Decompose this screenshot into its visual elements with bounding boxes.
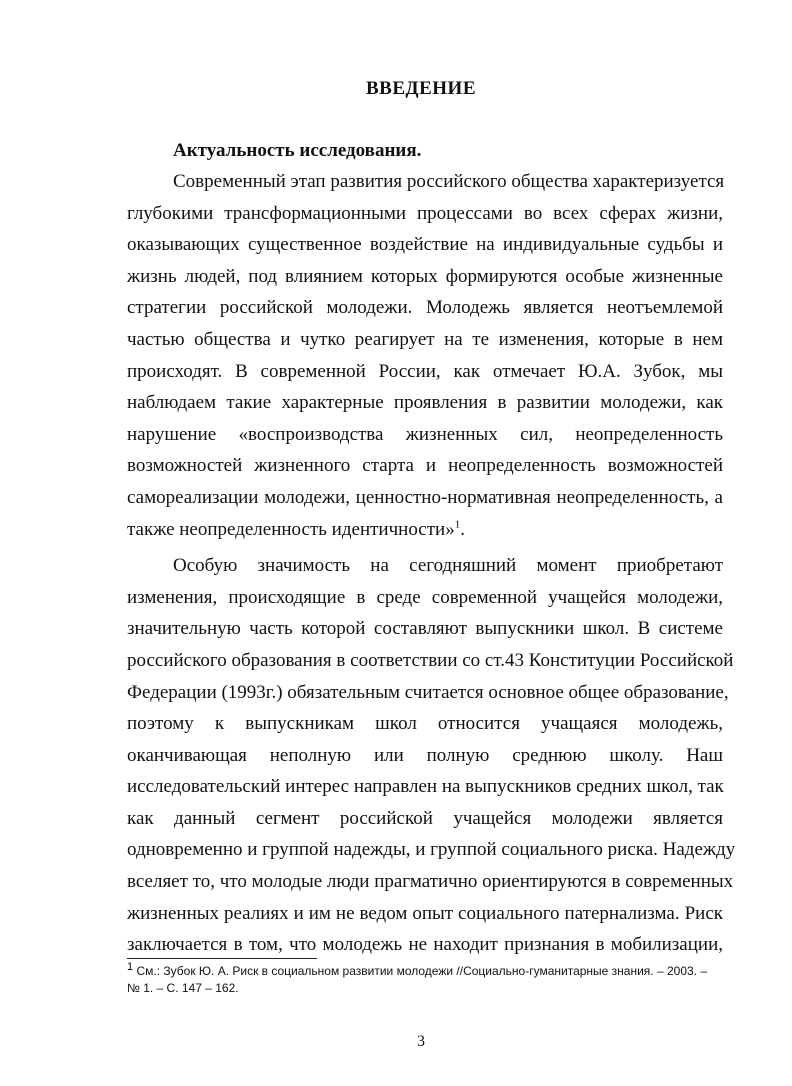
text-line: Современный этап развития российского общества характеризуется [173,171,725,192]
text-line: Федерации (1993г.) обязательным считается основное общее образование, [127,681,729,703]
text-line: оканчивающая неполную или полную среднюю школу. Наш [127,744,723,766]
text-line: наблюдаем такие характерные проявления в развитии молодежи, как [127,392,723,414]
text-fragment: . [460,518,465,540]
text-line: частью общества и чутко реагирует на те изменения, которые в нем [127,328,723,350]
text-line: жизненных реалиях и им не ведом опыт социального патернализма. Риск [127,902,723,924]
text-line: вселяет то, что молодые люди прагматично ориентируются в современных [127,871,734,893]
text-line [127,514,723,546]
text-line: одновременно и группой надежды, и группой социального риска. Надежду [127,839,736,861]
section-heading: Актуальность исследования. [173,140,422,161]
text-line: жизнь людей, под влиянием которых формируются особые жизненные [127,265,723,287]
text-line: возможностей жизненного старта и неопределенность возможностей [127,455,723,477]
body-text [127,166,736,961]
page-number: 3 [417,1033,425,1050]
text-line: как данный сегмент российской учащейся молодежи является [127,807,723,829]
footnote-line: № 1. – С. 147 – 162. [127,981,239,995]
footnote-marker: 1 [127,961,134,973]
text-line: поэтому к выпускникам школ относится учащаяся молодежь, [127,713,723,735]
text-fragment: также неопределенность идентичности» [127,518,455,540]
footnote-reference: 1 [454,518,461,531]
text-line: глубокими трансформационными процессами во всех сферах жизни, [127,202,723,224]
text-line: нарушение «воспроизводства жизненных сил, неопределенность [127,423,723,445]
text-line: заключается в том, что молодежь не находит признания в мобилизации, [127,934,723,956]
page-title: ВВЕДЕНИЕ [366,78,476,99]
footnote-text: См.: Зубок Ю. А. Риск в социальном развитии молодежи //Социально-гуманитарные знания. – 2003. – [136,964,708,978]
text-line: значительную часть которой составляют выпускники школ. В системе [127,618,723,640]
footnote-divider [127,958,317,959]
text-line: изменения, происходящие в среде современной учащейся молодежи, [127,586,723,608]
text-line: оказывающих существенное воздействие на индивидуальные судьбы и [127,234,723,256]
footnote [127,963,727,997]
text-line: самореализации молодежи, ценностно-нормативная неопределенность, а [127,486,723,508]
text-line: стратегии российской молодежи. Молодежь является неотъемлемой [127,297,723,319]
text-line: Особую значимость на сегодняшний момент приобретают [173,555,723,577]
footnote-line [127,963,727,980]
text-line: исследовательский интерес направлен на выпускников средних школ, так [127,776,724,798]
text-line: происходят. В современной России, как отмечает Ю.А. Зубок, мы [127,360,723,382]
text-line: российского образования в соответствии со ст.43 Конституции Российской [127,649,734,671]
